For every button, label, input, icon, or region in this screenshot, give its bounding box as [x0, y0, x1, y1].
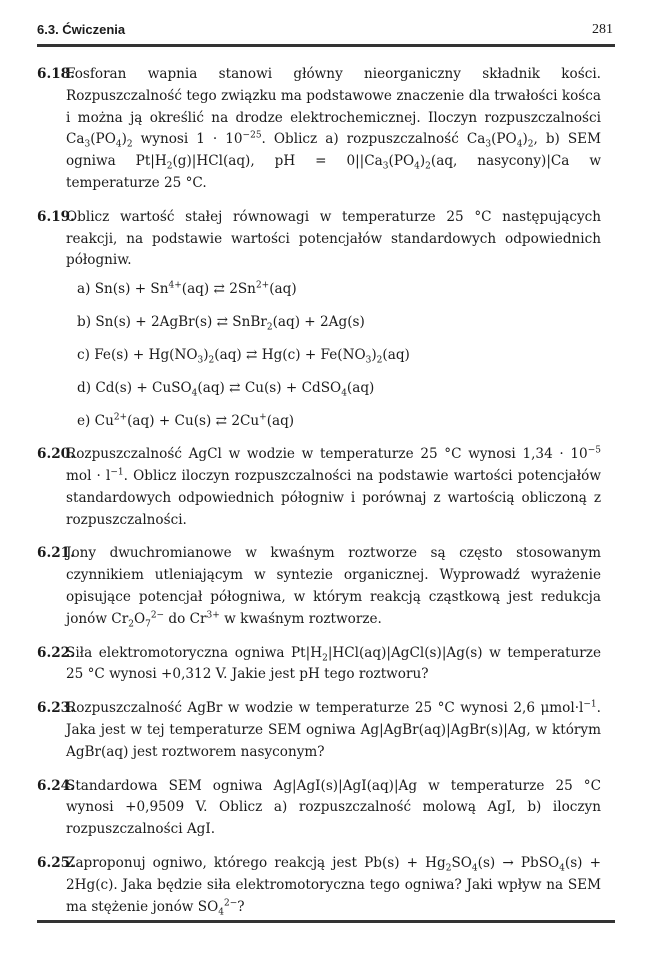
- exercise-number: 6.19.: [37, 208, 75, 225]
- exercise-text: Zaproponuj ogniwo, którego reakcją jest $Pb(s) + Hg_2SO_4(s)$ → PbSO$_4$(s) + 2Hg(c). Jaka będzie siła elektromotoryczna tego ogniwa? Jaki wpływ na SEM ma stężenie jonów $SO_4^{2-}$?: [66, 854, 601, 918]
- exercise-number: 6.21.: [37, 545, 75, 562]
- exercise-text: Oblicz wartość stałej równowagi w temperaturze 25 °C następujących reakcji, na podstawie wartości potencjałów standardowych odpowiednich półogniw.: [66, 208, 601, 269]
- header-rule: [37, 44, 615, 47]
- exercise-6-24: [37, 776, 601, 841]
- exercise-number: 6.18.: [37, 66, 75, 82]
- exercise-number: 6.24.: [37, 777, 75, 794]
- page-header: [37, 22, 615, 42]
- exercise-number: 6.22.: [37, 644, 75, 661]
- reaction-item: e) $Cu^{2+}(aq) + Cu(s)$ ⇄ 2Cu+(aq): [77, 412, 295, 430]
- exercise-text: Rozpuszczalność AgCl w wodzie w temperaturze 25 °C wynosi $1,34 \cdot 10^{-5}$ mol · $l^{-1}$. Oblicz iloczyn rozpuszczalności na podstawie wartości potencjałów standardowych odpowiednich półogniw i porównaj z wartością obliczoną z rozpuszczalności.: [66, 445, 601, 528]
- exercise-number: 6.20.: [37, 446, 75, 463]
- exercise-6-20: [37, 444, 601, 531]
- footer-rule: [37, 920, 615, 923]
- exercise-number: 6.25.: [37, 854, 75, 871]
- page-number: 281: [592, 22, 613, 37]
- section-title: 6.3. Ćwiczenia: [37, 22, 126, 37]
- exercise-text: Jony dwuchromianowe w kwaśnym roztworze są często stosowanym czynnikiem utleniającym w syntezie organicznej. Wyprowadź wyrażenie opisujące potencjał półogniwa, w którym reakcją cząstkową jest redukcja jonów $Cr_2O_7^{2-}$ do $Cr^{3+}$ w kwaśnym roztworze.: [66, 545, 601, 630]
- exercise-6-25: [37, 853, 601, 918]
- exercise-number: 6.23.: [37, 700, 75, 717]
- exercise-text: Siła elektromotoryczna ogniwa $Pt|H_2|HCl(aq)|AgCl(s)|Ag(s)$ w temperaturze 25 °C wynosi +0,312 V. Jakie jest pH tego roztworu?: [66, 644, 602, 683]
- exercise-6-21: [37, 543, 601, 630]
- exercise-6-18: [37, 64, 601, 195]
- reaction-item: d) Cd(s) + CuSO$_4$(aq) ⇄ Cu(s) + CdSO$_4$(aq): [77, 380, 375, 399]
- exercise-6-22: [37, 643, 601, 687]
- reaction-item: b) Sn(s) + 2AgBr(s) ⇄ SnBr$_2$(aq) + 2Ag(s): [77, 314, 365, 333]
- reaction-list: [77, 279, 601, 432]
- exercise-text: Standardowa SEM ogniwa Ag|AgI(s)|AgI(aq)|Ag w temperaturze 25 °C wynosi +0,9509 V. Oblicz a) rozpuszczalność molową AgI, b) iloczyn rozpuszczalności AgI.: [66, 777, 601, 838]
- exercise-list: [37, 64, 601, 930]
- exercise-6-23: [37, 698, 601, 763]
- reaction-item: c) $Fe(s) + Hg(NO_3)_2(aq)$ ⇄ $Hg(c) + Fe(NO_3)_2(aq)$: [77, 347, 410, 366]
- reaction-item: a) $Sn(s) + Sn^{4+}(aq)$ ⇄ $2Sn^{2+}(aq)$: [77, 280, 297, 298]
- exercise-6-19: [37, 207, 601, 432]
- exercise-text: Rozpuszczalność AgBr w wodzie w temperaturze 25 °C wynosi 2,6 $\mu mol\cdot l^{-1}$. Jaka jest w tej temperaturze SEM ogniwa Ag|AgBr(aq)|AgBr(s)|Ag, w którym AgBr(aq) jest roztworem nasyconym?: [66, 699, 601, 760]
- exercise-text: Fosforan wapnia stanowi główny nieorganiczny składnik kości. Rozpuszczalność tego związku ma podstawowe znaczenie dla trwałości kośca i można ją określić na drodze elektrochemicznej. Iloczyn rozpuszczalności $Ca_3(PO_4)_2$ wynosi $1 \cdot 10^{-25}$. Oblicz a) rozpuszczalność $Ca_3(PO_4)_2$, b) SEM ogniwa $Pt|H_2(g)|HCl(aq)$, pH = $0||Ca_3(PO_4)_2(aq$, nasycony)|Ca w temperaturze 25 °C.: [66, 66, 601, 191]
